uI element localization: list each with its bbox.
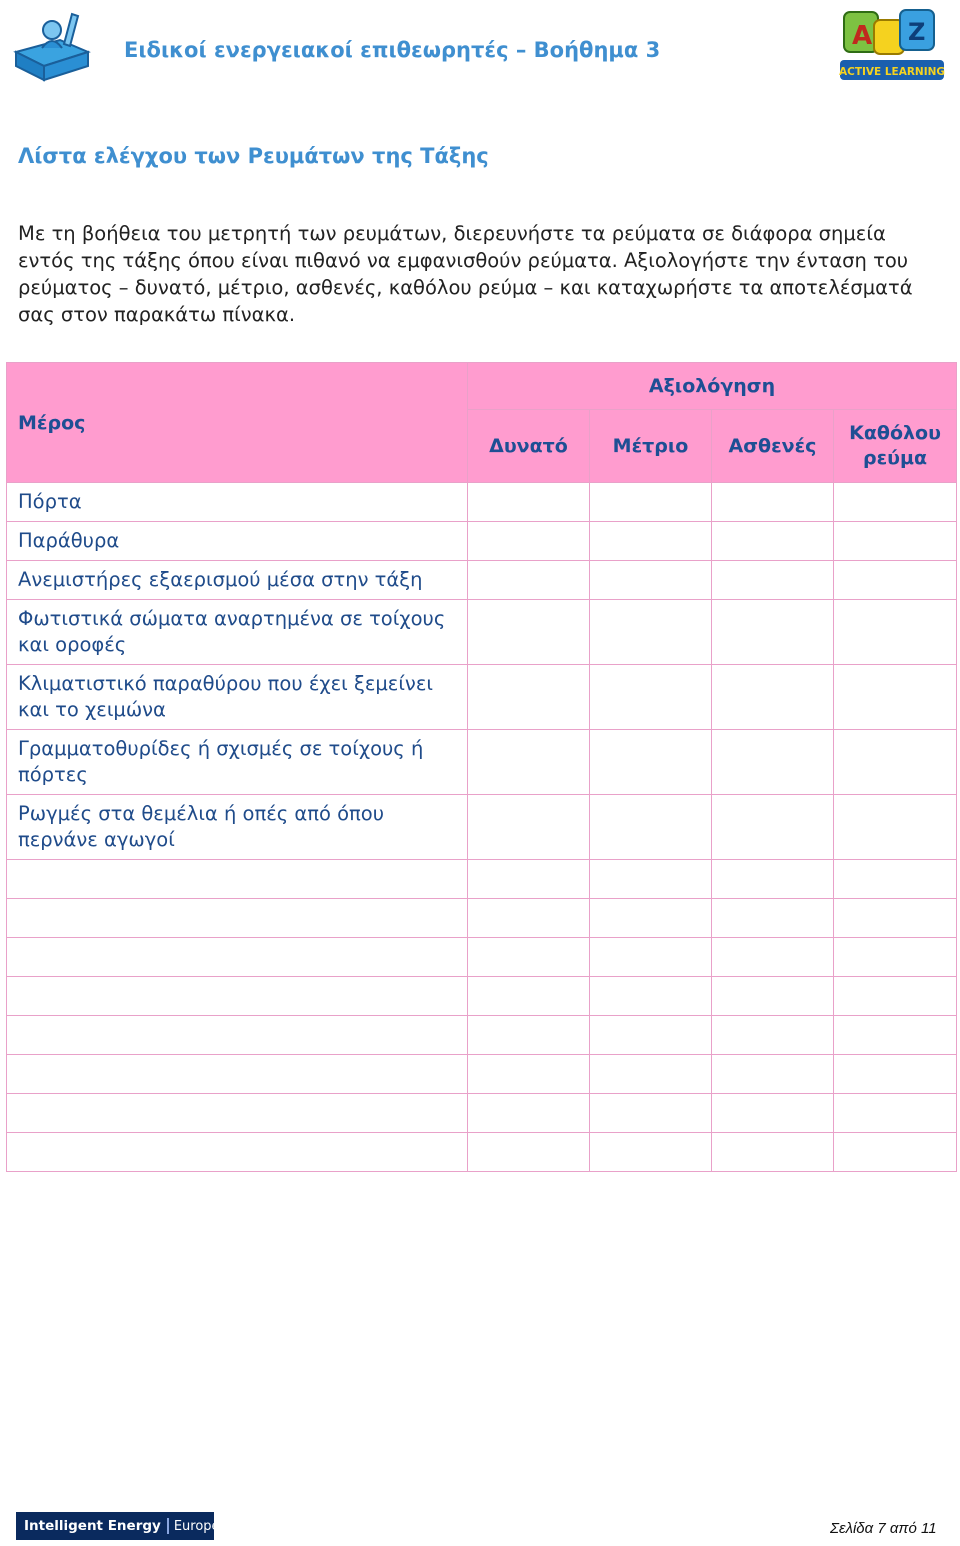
row-label: Κλιματιστικό παραθύρου που έχει ξεμείνει και το χειμώνα (7, 665, 468, 730)
rating-cell[interactable] (834, 1055, 957, 1094)
rating-cell[interactable] (468, 899, 590, 938)
footer-brand-region: Europe (173, 1518, 220, 1534)
rating-cell[interactable] (712, 938, 834, 977)
rating-cell[interactable] (834, 938, 957, 977)
rating-cell[interactable] (712, 1133, 834, 1172)
logo-text: ACTIVE LEARNING (838, 66, 946, 78)
rating-cell[interactable] (834, 522, 957, 561)
rating-cell[interactable] (712, 795, 834, 860)
rating-cell[interactable] (590, 600, 712, 665)
rating-cell[interactable] (712, 1094, 834, 1133)
rating-cell[interactable] (590, 860, 712, 899)
rating-cell[interactable] (712, 600, 834, 665)
rating-cell[interactable] (468, 665, 590, 730)
rating-cell[interactable] (468, 600, 590, 665)
row-label: Φωτιστικά σώματα αναρτημένα σε τοίχους και οροφές (7, 600, 468, 665)
row-label: Γραμματοθυρίδες ή σχισμές σε τοίχους ή πόρτες (7, 730, 468, 795)
rating-cell[interactable] (834, 665, 957, 730)
table-row (7, 600, 957, 665)
rating-cell[interactable] (590, 1016, 712, 1055)
table-row (7, 522, 957, 561)
eu-flag-icon (167, 1518, 169, 1534)
rating-cell[interactable] (834, 1133, 957, 1172)
rating-cell[interactable] (834, 483, 957, 522)
rating-cell[interactable] (712, 665, 834, 730)
rating-cell[interactable] (468, 795, 590, 860)
rating-cell[interactable] (712, 977, 834, 1016)
blank-table-row (7, 1133, 957, 1172)
blank-table-row (7, 938, 957, 977)
intelligent-energy-logo (16, 1512, 220, 1540)
blank-part-cell[interactable] (7, 938, 468, 977)
rating-cell[interactable] (712, 1055, 834, 1094)
rating-cell[interactable] (590, 977, 712, 1016)
rating-cell[interactable] (468, 522, 590, 561)
table-row (7, 483, 957, 522)
row-label: Ανεμιστήρες εξαερισμού μέσα στην τάξη (7, 561, 468, 600)
rating-cell[interactable] (468, 1094, 590, 1133)
rating-cell[interactable] (712, 860, 834, 899)
svg-text:A: A (852, 21, 873, 51)
rating-cell[interactable] (468, 1133, 590, 1172)
column-header-weak: Ασθενές (712, 410, 834, 483)
rating-cell[interactable] (834, 977, 957, 1016)
rating-cell[interactable] (590, 899, 712, 938)
row-label: Παράθυρα (7, 522, 468, 561)
blank-part-cell[interactable] (7, 977, 468, 1016)
rating-cell[interactable] (834, 1094, 957, 1133)
rating-cell[interactable] (712, 561, 834, 600)
blank-part-cell[interactable] (7, 1016, 468, 1055)
column-header-part: Μέρος (7, 363, 468, 483)
blank-part-cell[interactable] (7, 899, 468, 938)
rating-cell[interactable] (834, 600, 957, 665)
rating-cell[interactable] (834, 899, 957, 938)
rating-cell[interactable] (834, 730, 957, 795)
document-header-title: Ειδικοί ενεργειακοί επιθεωρητές – Βοήθημα 3 (124, 38, 661, 62)
rating-cell[interactable] (468, 1016, 590, 1055)
column-header-none: Καθόλου ρεύμα (834, 410, 957, 483)
rating-cell[interactable] (468, 483, 590, 522)
checklist-rows (7, 483, 957, 1172)
rating-cell[interactable] (834, 561, 957, 600)
blank-part-cell[interactable] (7, 860, 468, 899)
blank-part-cell[interactable] (7, 1094, 468, 1133)
column-header-moderate: Μέτριο (590, 410, 712, 483)
blank-table-row (7, 860, 957, 899)
column-header-evaluation: Αξιολόγηση (468, 363, 957, 410)
rating-cell[interactable] (590, 938, 712, 977)
rating-cell[interactable] (468, 730, 590, 795)
rating-cell[interactable] (590, 483, 712, 522)
blank-table-row (7, 1016, 957, 1055)
footer-brand: Intelligent Energy (24, 1518, 161, 1534)
blank-table-row (7, 899, 957, 938)
rating-cell[interactable] (712, 730, 834, 795)
rating-cell[interactable] (468, 938, 590, 977)
column-header-strong: Δυνατό (468, 410, 590, 483)
rating-cell[interactable] (468, 860, 590, 899)
rating-cell[interactable] (834, 795, 957, 860)
blank-table-row (7, 1055, 957, 1094)
row-label: Πόρτα (7, 483, 468, 522)
rating-cell[interactable] (712, 522, 834, 561)
rating-cell[interactable] (468, 977, 590, 1016)
blank-part-cell[interactable] (7, 1055, 468, 1094)
draft-checklist-table (6, 362, 957, 1172)
page-number: Σελίδα 7 από 11 (830, 1520, 937, 1537)
rating-cell[interactable] (712, 899, 834, 938)
svg-text:Z: Z (908, 18, 926, 46)
intro-paragraph: Με τη βοήθεια του μετρητή των ρευμάτων, διερευνήστε τα ρεύματα σε διάφορα σημεία εντός της τάξης όπου είναι πιθανό να εμφανισθούν ρεύματα. Αξιολογήστε την ένταση του ρεύματος – δυνατό, μέτριο, ασθενές, καθόλου ρεύμα – και καταχωρήστε τα αποτελέσματά σας στον παρακάτω πίνακα. (18, 222, 913, 326)
table-row (7, 665, 957, 730)
student-desk-icon (8, 4, 94, 82)
rating-cell[interactable] (468, 1055, 590, 1094)
rating-cell[interactable] (590, 522, 712, 561)
rating-cell[interactable] (712, 483, 834, 522)
section-title: Λίστα ελέγχου των Ρευμάτων της Τάξης (18, 144, 489, 168)
blank-part-cell[interactable] (7, 1133, 468, 1172)
rating-cell[interactable] (590, 1133, 712, 1172)
rating-cell[interactable] (468, 561, 590, 600)
rating-cell[interactable] (590, 561, 712, 600)
rating-cell[interactable] (590, 795, 712, 860)
table-row (7, 730, 957, 795)
rating-cell[interactable] (590, 1055, 712, 1094)
rating-cell[interactable] (590, 665, 712, 730)
rating-cell[interactable] (834, 1016, 957, 1055)
rating-cell[interactable] (712, 1016, 834, 1055)
rating-cell[interactable] (590, 730, 712, 795)
active-learning-logo (836, 6, 948, 86)
blank-table-row (7, 1094, 957, 1133)
table-row (7, 795, 957, 860)
row-label: Ρωγμές στα θεμέλια ή οπές από όπου περνάνε αγωγοί (7, 795, 468, 860)
table-row (7, 561, 957, 600)
rating-cell[interactable] (834, 860, 957, 899)
rating-cell[interactable] (590, 1094, 712, 1133)
blank-table-row (7, 977, 957, 1016)
